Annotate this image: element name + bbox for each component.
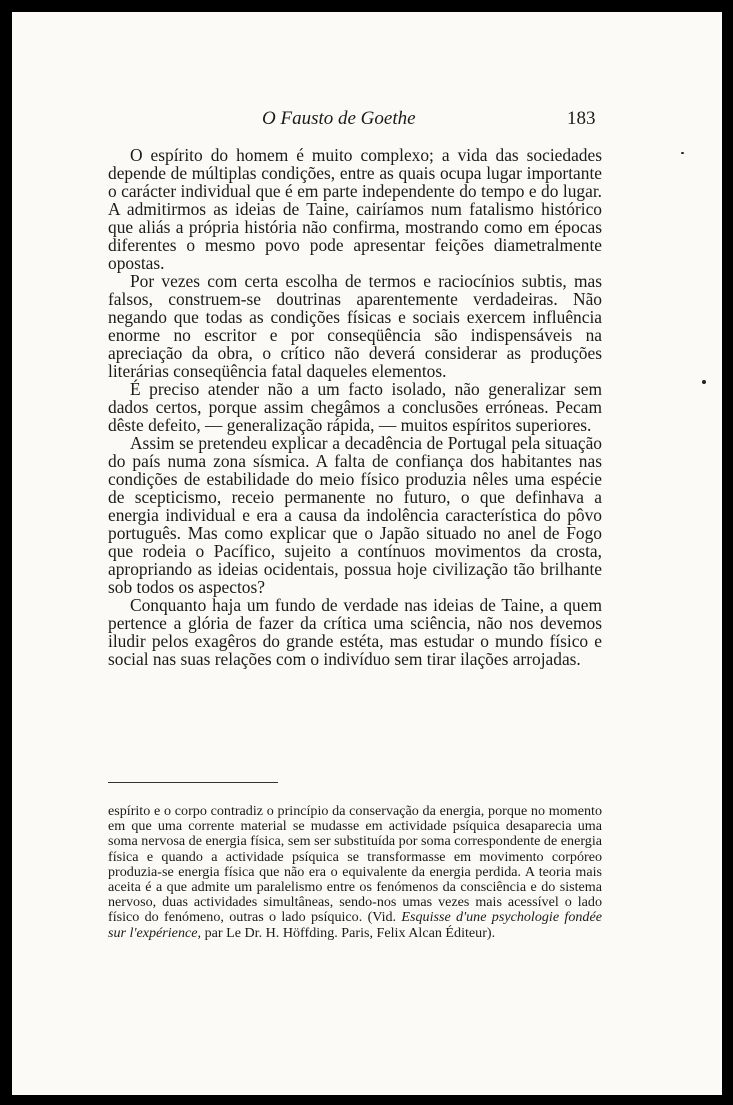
footnote-text-before: espírito e o corpo contradiz o princípio da conservação da energia, porque no momento em que uma corrente material se mudasse em actividade psíquica desaparecia uma soma nervosa de energia física, sem ser substituída por soma correspondente de energia física e quando a actividade psíquica se transformasse em movimento corpóreo produzia-se energia física que não era o equivalente da energia perdida. A teoria mais aceita é a que admite um paralelismo entre os fenómenos da consciência e do sistema nervoso, duas actividades simultâneas, sendo-nos umas vezes mais acessível o lado físico do fenómeno, outras o lado psíquico. (Vid. (108, 803, 602, 926)
ink-speck (702, 380, 706, 384)
running-head-title: O Fausto de Goethe (262, 108, 416, 129)
footnote-paragraph (108, 804, 602, 941)
page-number: 183 (567, 108, 596, 129)
paragraph: O espírito do homem é muito complexo; a vida das sociedades depende de múltiplas condições, entre as quais ocupa lugar importante o carácter individual que é em parte independente do tempo e do lugar. A admitirmos as ideias de Taine, cairíamos num fatalismo histórico que aliás a própria história não confirma, mostrando como em épocas diferentes o mesmo povo pode apresentar feições diametralmente opostas. (108, 145, 602, 273)
ink-speck (681, 152, 684, 154)
paragraph: Conquanto haja um fundo de verdade nas ideias de Taine, a quem pertence a glória de fazer da crítica uma sciência, não nos devemos iludir pelos exagêros do grande estéta, mas estudar o mundo físico e social nas suas relações com o indivíduo sem tirar ilações arrojadas. (108, 595, 602, 669)
book-page (12, 12, 722, 1095)
footnote (108, 804, 602, 941)
running-head (12, 108, 722, 132)
main-text (108, 146, 602, 668)
footnote-work-title: Esquisse d'une psychologie fondée sur l'expérience, (108, 909, 602, 941)
paragraph: Assim se pretendeu explicar a decadência de Portugal pela situação do país numa zona sísmica. A falta de confiança dos habitantes nas condições de estabilidade do meio físico produzia nêles uma espécie de scepticismo, receio permanente no futuro, o que definhava a energia individual e era a causa da indolência característica do pôvo português. Mas como explicar que o Japão situado no anel de Fogo que rodeia o Pacífico, sujeito a contínuos movimentos da crosta, apropriando as ideias ocidentais, possua hoje civilização tão brilhante sob todos os aspectos? (108, 433, 602, 597)
paragraph: Por vezes com certa escolha de termos e raciocínios subtis, mas falsos, construem-se doutrinas aparentemente verdadeiras. Não negando que todas as condições físicas e sociais exercem influência enorme no escritor e por conseqüência são indispensáveis na apreciação da obra, o crítico não deverá considerar as produções literárias conseqüência fatal daqueles elementos. (108, 271, 602, 381)
footnote-text-after: par Le Dr. H. Höffding. Paris, Felix Alcan Éditeur). (204, 924, 496, 941)
footnote-divider (108, 782, 278, 783)
paragraph: É preciso atender não a um facto isolado, não generalizar sem dados certos, porque assim chegâmos a conclusões erróneas. Pecam dêste defeito, — generalização rápida, — muitos espíritos superiores. (108, 379, 602, 435)
